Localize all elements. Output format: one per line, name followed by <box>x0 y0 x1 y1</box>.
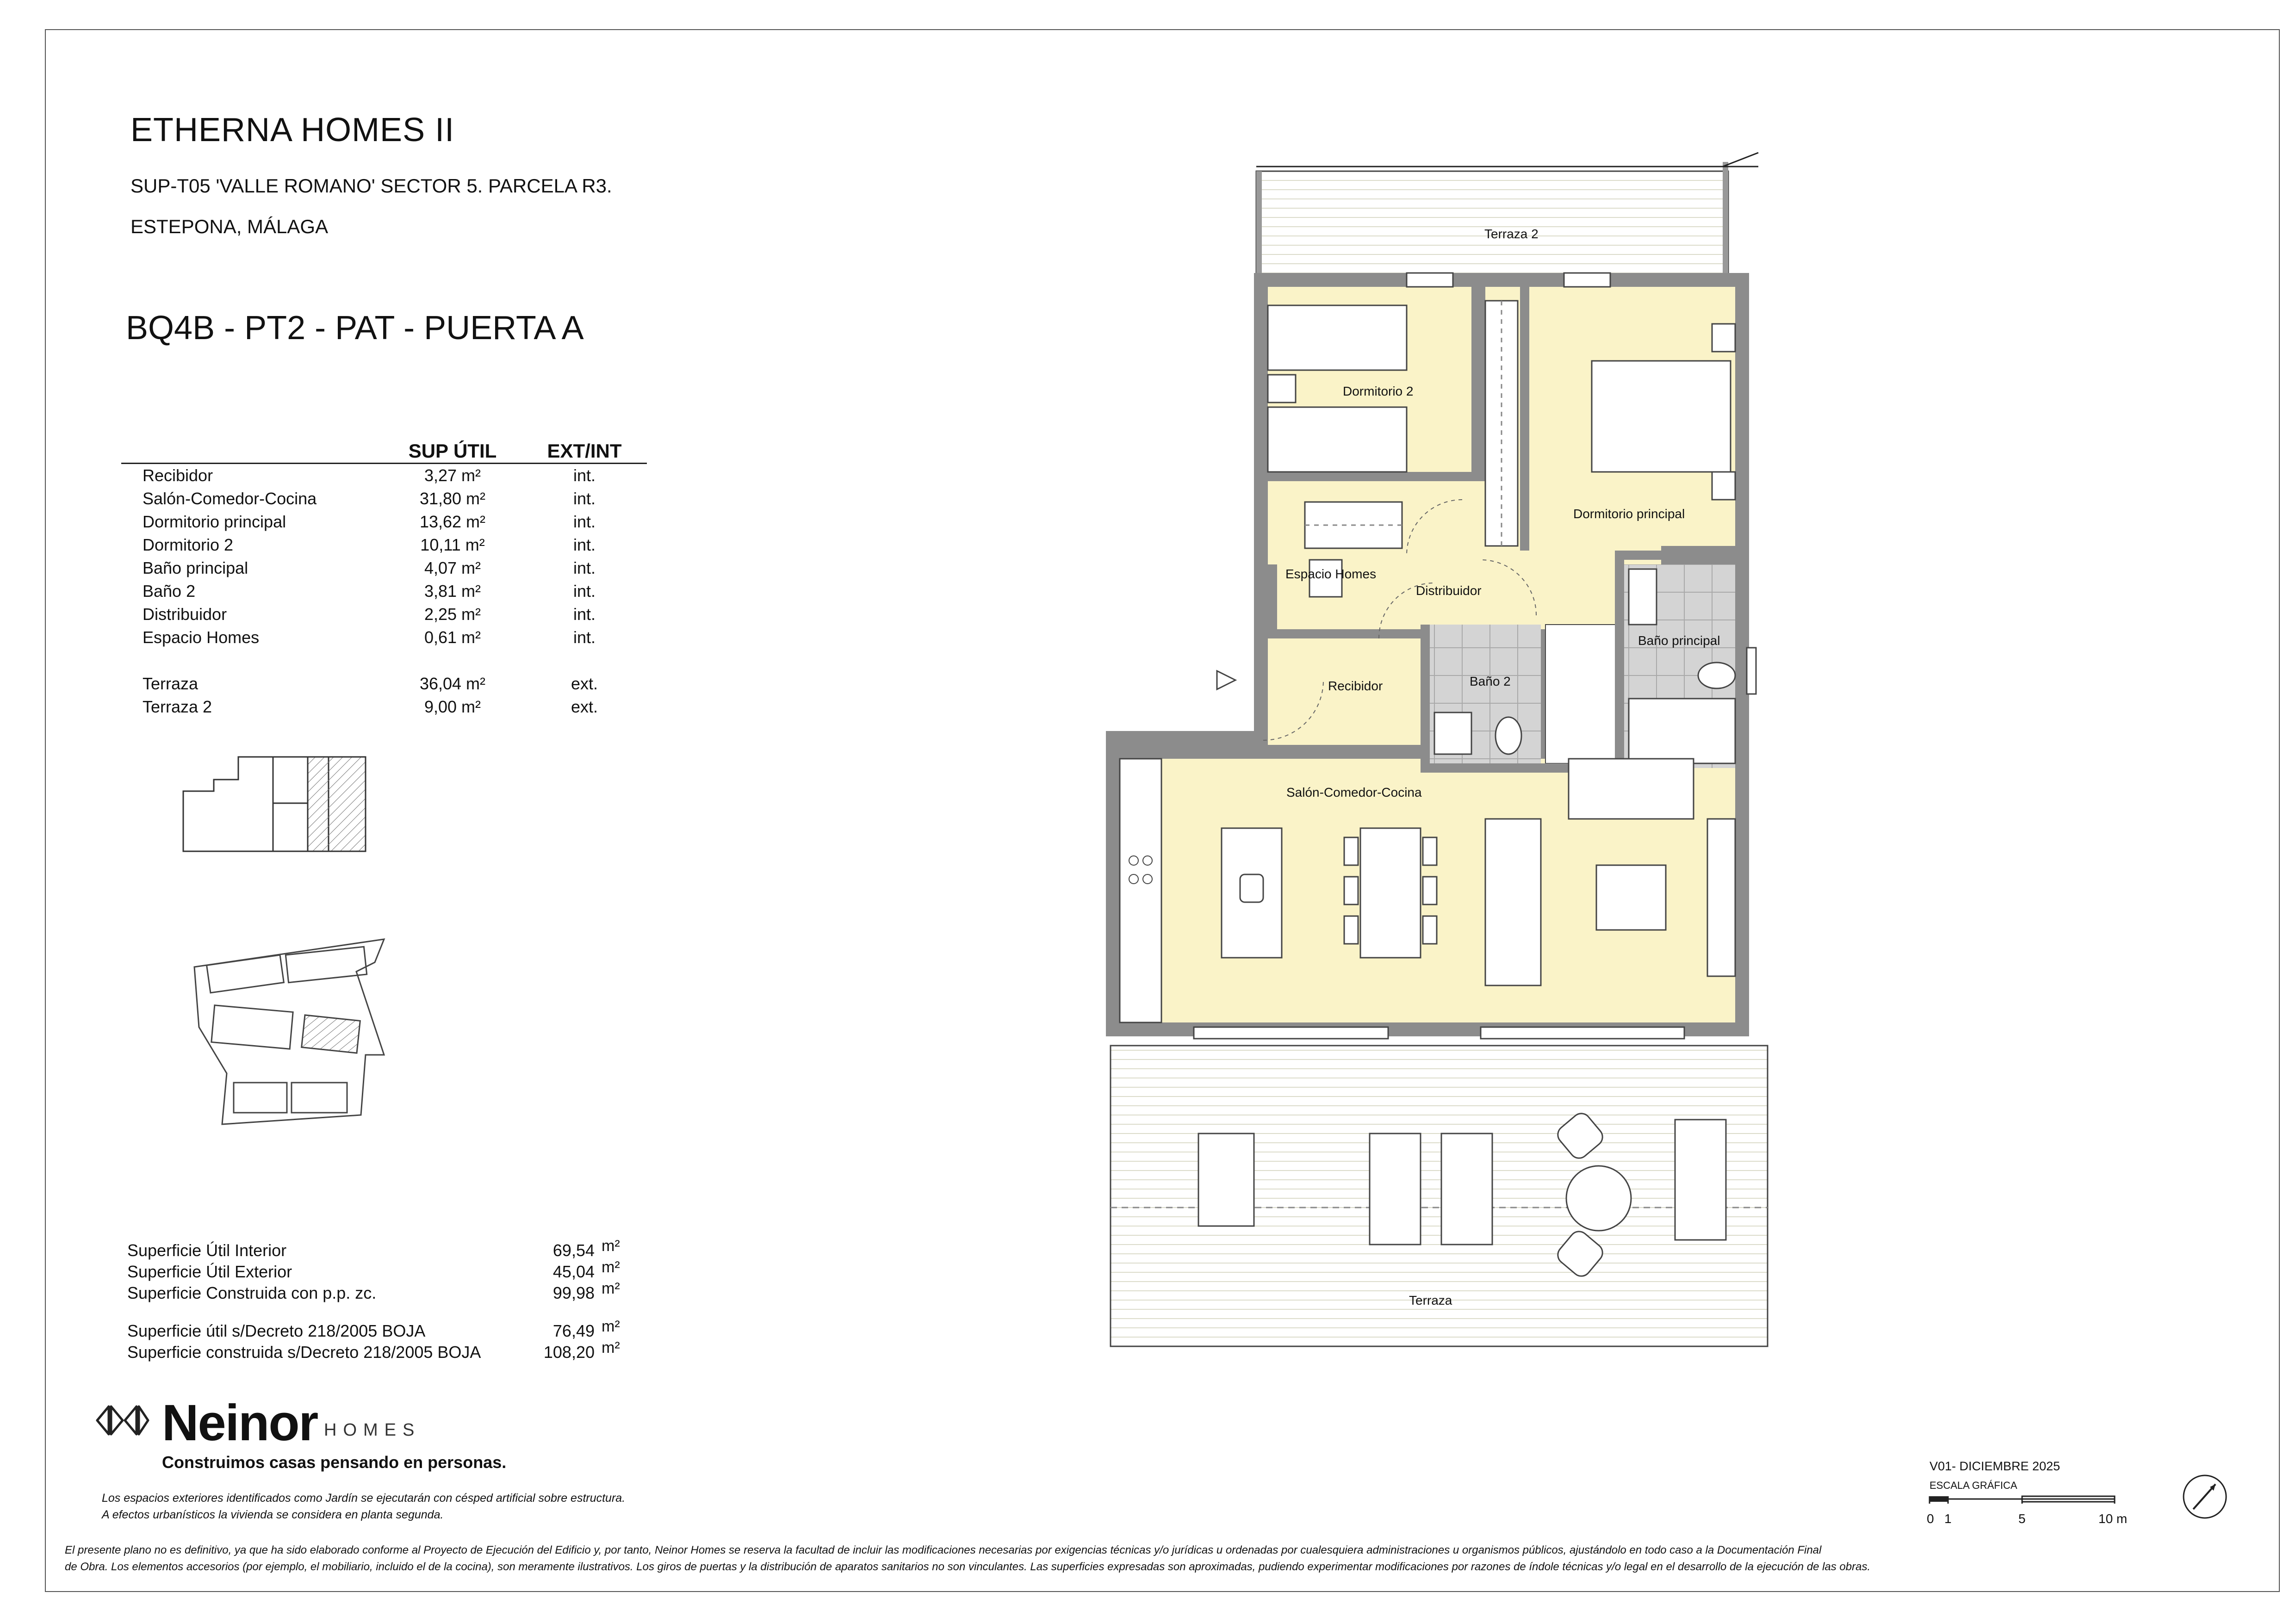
label-dormitorio-principal: Dormitorio principal <box>1573 507 1685 521</box>
site-key-plan <box>190 935 393 1129</box>
table-row <box>121 626 647 649</box>
room-name: Recibidor <box>143 466 213 485</box>
total-value: 69,54 <box>552 1241 595 1260</box>
brand-name: Neinor <box>162 1394 318 1451</box>
header-area: SUP ÚTIL <box>383 440 522 464</box>
room-type: int. <box>573 512 596 531</box>
table-row <box>121 580 647 603</box>
label-terraza2: Terraza 2 <box>1484 227 1539 241</box>
room-name: Dormitorio principal <box>143 512 286 531</box>
room-area: 2,25 m² <box>424 605 481 624</box>
disclaimer-line: de Obra. Los elementos accesorios (por ejemplo, el mobiliario, incluido el de la cocina), son meramente ilustrativos. Los giros de puertas y la distribución de aparatos sanitarios no son vinculantes. Las superficies expresadas son aproximadas, pudiendo experimentar modificaciones por razones de índole técnicas y/o legal en el desarrollo de la ejecución de las obras. <box>65 1561 1871 1573</box>
brand-tagline: Construimos casas pensando en personas. <box>162 1453 507 1472</box>
room-area: 3,81 m² <box>424 582 481 601</box>
total-unit: m² <box>602 1280 620 1297</box>
scale-tick: 0 <box>1927 1511 1934 1526</box>
room-type: int. <box>573 535 596 554</box>
room-type: ext. <box>571 697 598 716</box>
room-name: Salón-Comedor-Cocina <box>143 489 317 508</box>
note-line: A efectos urbanísticos la vivienda se considera en planta segunda. <box>102 1508 444 1521</box>
room-name: Distribuidor <box>143 605 227 624</box>
table-row <box>121 487 647 510</box>
label-dormitorio2: Dormitorio 2 <box>1343 384 1414 398</box>
room-area: 10,11 m² <box>420 535 485 554</box>
room-area: 31,80 m² <box>419 489 486 508</box>
label-bano2: Baño 2 <box>1470 674 1511 688</box>
room-type: int. <box>573 605 596 624</box>
entrance-arrow-icon <box>1217 671 1235 689</box>
room-area: 3,27 m² <box>424 466 481 485</box>
scale-title: ESCALA GRÁFICA <box>1930 1480 2017 1491</box>
total-value: 45,04 <box>552 1262 595 1281</box>
table-row <box>121 557 647 580</box>
header-type: EXT/INT <box>522 440 647 464</box>
table-row <box>121 695 647 719</box>
table-row <box>121 510 647 533</box>
scale-tick: 5 <box>2018 1511 2026 1526</box>
header-room <box>121 440 383 464</box>
room-name: Espacio Homes <box>143 628 260 647</box>
room-name: Baño 2 <box>143 582 196 601</box>
total-unit: m² <box>602 1237 620 1255</box>
note-line: Los espacios exteriores identificados como Jardín se ejecutarán con césped artificial sobre estructura. <box>102 1492 626 1505</box>
room-name: Terraza <box>143 674 199 693</box>
total-label: Superficie Útil Interior <box>127 1241 287 1260</box>
area-table <box>121 440 647 719</box>
brand-suffix: HOMES <box>324 1420 421 1440</box>
room-name: Terraza 2 <box>143 697 212 716</box>
total-label: Superficie útil s/Decreto 218/2005 BOJA <box>127 1321 426 1340</box>
room-type: ext. <box>571 674 598 693</box>
total-unit: m² <box>602 1318 620 1335</box>
disclaimer-line: El presente plano no es definitivo, ya que ha sido elaborado conforme al Proyecto de Ejecución del Edificio y, por tanto, Neinor Homes se reserva la facultad de incluir las modificaciones necesarias por exigencias técnicas y/o jurídicas u ordenadas por cualesquiera administraciones u organismos públicos, ajustándolo en todo caso a la Documentación Final <box>65 1544 1822 1556</box>
table-row <box>121 533 647 557</box>
room-type: int. <box>573 558 596 577</box>
project-title: ETHERNA HOMES II <box>130 112 455 149</box>
room-type: int. <box>573 628 596 647</box>
block-key-plan <box>180 754 375 856</box>
scale-tick: 1 <box>1944 1511 1952 1526</box>
label-espacio-homes: Espacio Homes <box>1285 567 1377 581</box>
room-area: 13,62 m² <box>419 512 486 531</box>
north-arrow-icon <box>2179 1471 2230 1522</box>
total-unit: m² <box>602 1339 620 1357</box>
total-value: 76,49 <box>552 1321 595 1340</box>
project-address: SUP-T05 'VALLE ROMANO' SECTOR 5. PARCELA R3. <box>130 175 612 197</box>
room-type: int. <box>573 466 596 485</box>
neinor-logo-icon <box>95 1402 150 1439</box>
table-row <box>121 464 647 488</box>
room-type: int. <box>573 582 596 601</box>
room-area: 9,00 m² <box>424 697 481 716</box>
floor-plan <box>1101 148 1805 1379</box>
scale-tick: 10 m <box>2098 1511 2128 1526</box>
unit-title: BQ4B - PT2 - PAT - PUERTA A <box>126 310 584 347</box>
room-name: Baño principal <box>143 558 248 577</box>
total-value: 108,20 <box>543 1343 595 1362</box>
total-label: Superficie Útil Exterior <box>127 1262 292 1281</box>
graphic-scale <box>1920 1494 2152 1531</box>
room-name: Dormitorio 2 <box>143 535 234 554</box>
table-row <box>121 672 647 695</box>
version-label: V01- DICIEMBRE 2025 <box>1930 1459 2060 1473</box>
table-row <box>121 603 647 626</box>
room-area: 0,61 m² <box>424 628 481 647</box>
total-unit: m² <box>602 1258 620 1276</box>
total-label: Superficie Construida con p.p. zc. <box>127 1283 377 1302</box>
label-bano-principal: Baño principal <box>1638 633 1720 648</box>
total-label: Superficie construida s/Decreto 218/2005 BOJA <box>127 1343 481 1362</box>
label-salon: Salón-Comedor-Cocina <box>1286 785 1422 799</box>
total-value: 99,98 <box>552 1283 595 1302</box>
label-recibidor: Recibidor <box>1328 679 1383 693</box>
table-spacer <box>121 649 647 672</box>
label-distribuidor: Distribuidor <box>1416 583 1482 598</box>
label-terraza: Terraza <box>1409 1293 1452 1307</box>
room-type: int. <box>573 489 596 508</box>
room-area: 4,07 m² <box>424 558 481 577</box>
room-area: 36,04 m² <box>419 674 486 693</box>
project-city: ESTEPONA, MÁLAGA <box>130 216 329 237</box>
